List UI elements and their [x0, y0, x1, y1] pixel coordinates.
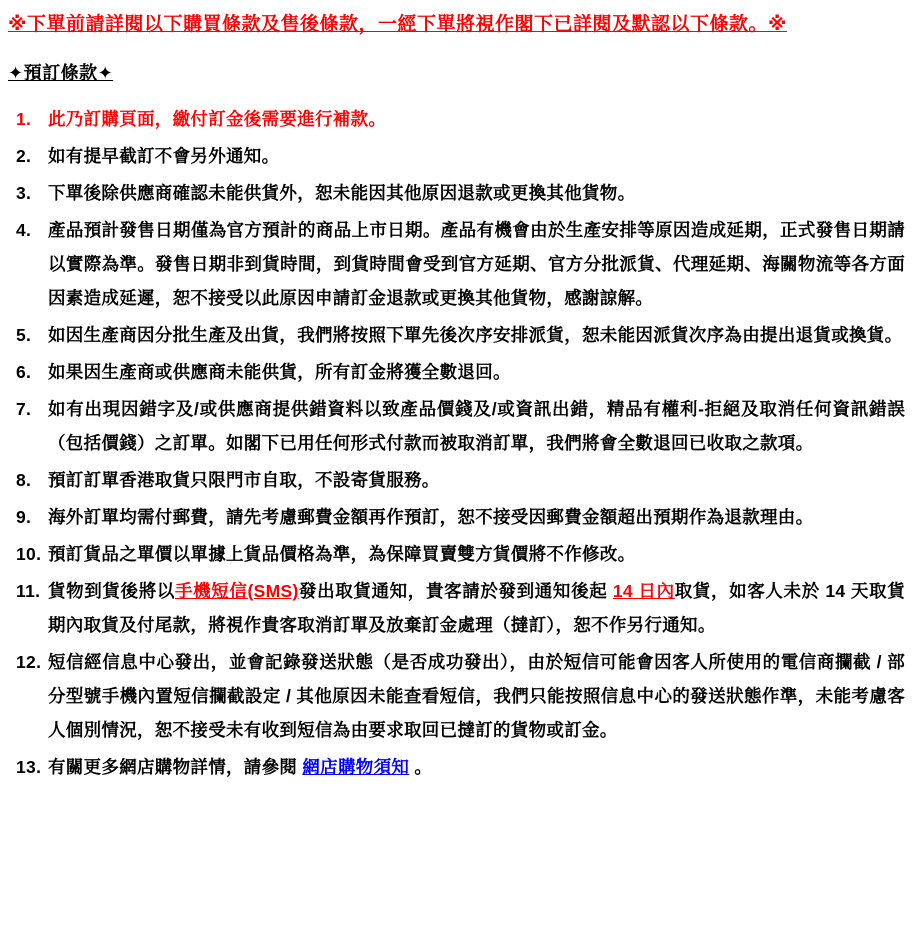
term-text-segment: 預訂貨品之單價以單據上貨品價格為準，為保障買賣雙方貨價將不作修改。	[48, 544, 636, 564]
term-text	[48, 399, 905, 453]
term-text	[48, 581, 905, 635]
term-text	[48, 544, 635, 564]
term-text-segment: 如有出現因錯字及/或供應商提供錯資料以致產品價錢及/或資訊出錯，精品有權利-拒絕及取消任何資訊錯誤（包括價錢）之訂單。如閣下已用任何形式付款而被取消訂單，我們將會全數退回已收取之款項。	[48, 399, 905, 453]
term-item	[8, 500, 905, 534]
sms-emphasis: 手機短信(SMS)	[174, 581, 299, 601]
term-text-segment: 預訂訂單香港取貨只限門市自取，不設寄貨服務。	[48, 470, 440, 490]
term-text-segment: 此乃訂購頁面，繳付訂金後需要進行補款。	[48, 109, 387, 129]
term-number: 9.	[16, 507, 32, 527]
term-item	[8, 176, 905, 210]
term-number: 1.	[16, 109, 32, 129]
term-number: 5.	[16, 325, 32, 345]
term-item	[8, 645, 905, 747]
term-text	[48, 652, 905, 740]
term-item	[8, 537, 905, 571]
term-number: 8.	[16, 470, 32, 490]
term-text	[48, 470, 440, 490]
term-text	[48, 507, 813, 527]
term-text-segment: 如因生產商因分批生產及出貨，我們將按照下單先後次序安排派貨，恕未能因派貨次序為由提出退貨或換貨。	[48, 325, 903, 345]
term-item	[8, 355, 905, 389]
term-text	[48, 325, 902, 345]
shop-guide-link[interactable]: 網店購物須知	[302, 757, 410, 777]
term-number: 12.	[16, 652, 42, 672]
term-item	[8, 463, 905, 497]
term-number: 7.	[16, 399, 32, 419]
term-text-segment: 有關更多網店購物詳情，請參閱	[48, 757, 303, 777]
term-text-segment: 產品預計發售日期僅為官方預計的商品上市日期。產品有機會由於生產安排等原因造成延期，正式發售日期請以實際為準。發售日期非到貨時間，到貨時間會受到官方延期、官方分批派貨、代理延期、海關物流等各方面因素造成延遲，恕不接受以此原因申請訂金退款或更換其他貨物，感謝諒解。	[48, 220, 905, 308]
term-number: 13.	[16, 757, 42, 777]
term-text-segment: 。	[409, 757, 433, 777]
term-item	[8, 139, 905, 173]
term-text	[48, 757, 432, 777]
term-text-segment: 下單後除供應商確認未能供貨外，恕未能因其他原因退款或更換其他貨物。	[48, 183, 636, 203]
term-item	[8, 392, 905, 460]
pickup-deadline-emphasis: 14 日內	[612, 581, 675, 601]
term-item	[8, 318, 905, 352]
term-text	[48, 109, 386, 129]
term-text-segment: 取貨，如客人未於 14 天取貨期內取貨及付尾款，將視作貴客取消訂單及放棄訂金處理（撻訂），恕不作另行通知。	[48, 581, 905, 635]
term-text-segment: 貨物到貨後將以	[48, 581, 175, 601]
term-item	[8, 102, 905, 136]
term-text-segment: 海外訂單均需付郵費，請先考慮郵費金額再作預訂，恕不接受因郵費金額超出預期作為退款理由。	[48, 507, 814, 527]
term-text	[48, 146, 279, 166]
term-number: 10.	[16, 544, 42, 564]
term-number: 2.	[16, 146, 32, 166]
term-item	[8, 213, 905, 315]
term-text	[48, 183, 635, 203]
term-text-segment: 發出取貨通知，貴客請於發到通知後起	[298, 581, 613, 601]
term-number: 4.	[16, 220, 32, 240]
pre-order-notice: ※下單前請詳閱以下購買條款及售後條款，一經下單將視作閣下已詳閱及默認以下條款。※	[8, 14, 787, 35]
term-number: 6.	[16, 362, 32, 382]
term-text	[48, 362, 511, 382]
term-text-segment: 短信經信息中心發出，並會記錄發送狀態（是否成功發出），由於短信可能會因客人所使用的電信商攔截 / 部分型號手機內置短信攔截設定 / 其他原因未能查看短信，我們只能按照信息中心的發送狀態作準，未能考慮客人個別情況，恕不接受未有收到短信為由要求取回已撻訂的貨物或訂金。	[48, 652, 905, 740]
terms-list	[8, 102, 905, 784]
term-number: 11.	[16, 581, 41, 601]
term-text-segment: 如有提早截訂不會另外通知。	[48, 146, 280, 166]
term-item	[8, 574, 905, 642]
term-text	[48, 220, 905, 308]
term-text-segment: 如果因生產商或供應商未能供貨，所有訂金將獲全數退回。	[48, 362, 511, 382]
term-number: 3.	[16, 183, 32, 203]
term-item	[8, 750, 905, 784]
section-title: ✦預訂條款✦	[8, 63, 114, 83]
